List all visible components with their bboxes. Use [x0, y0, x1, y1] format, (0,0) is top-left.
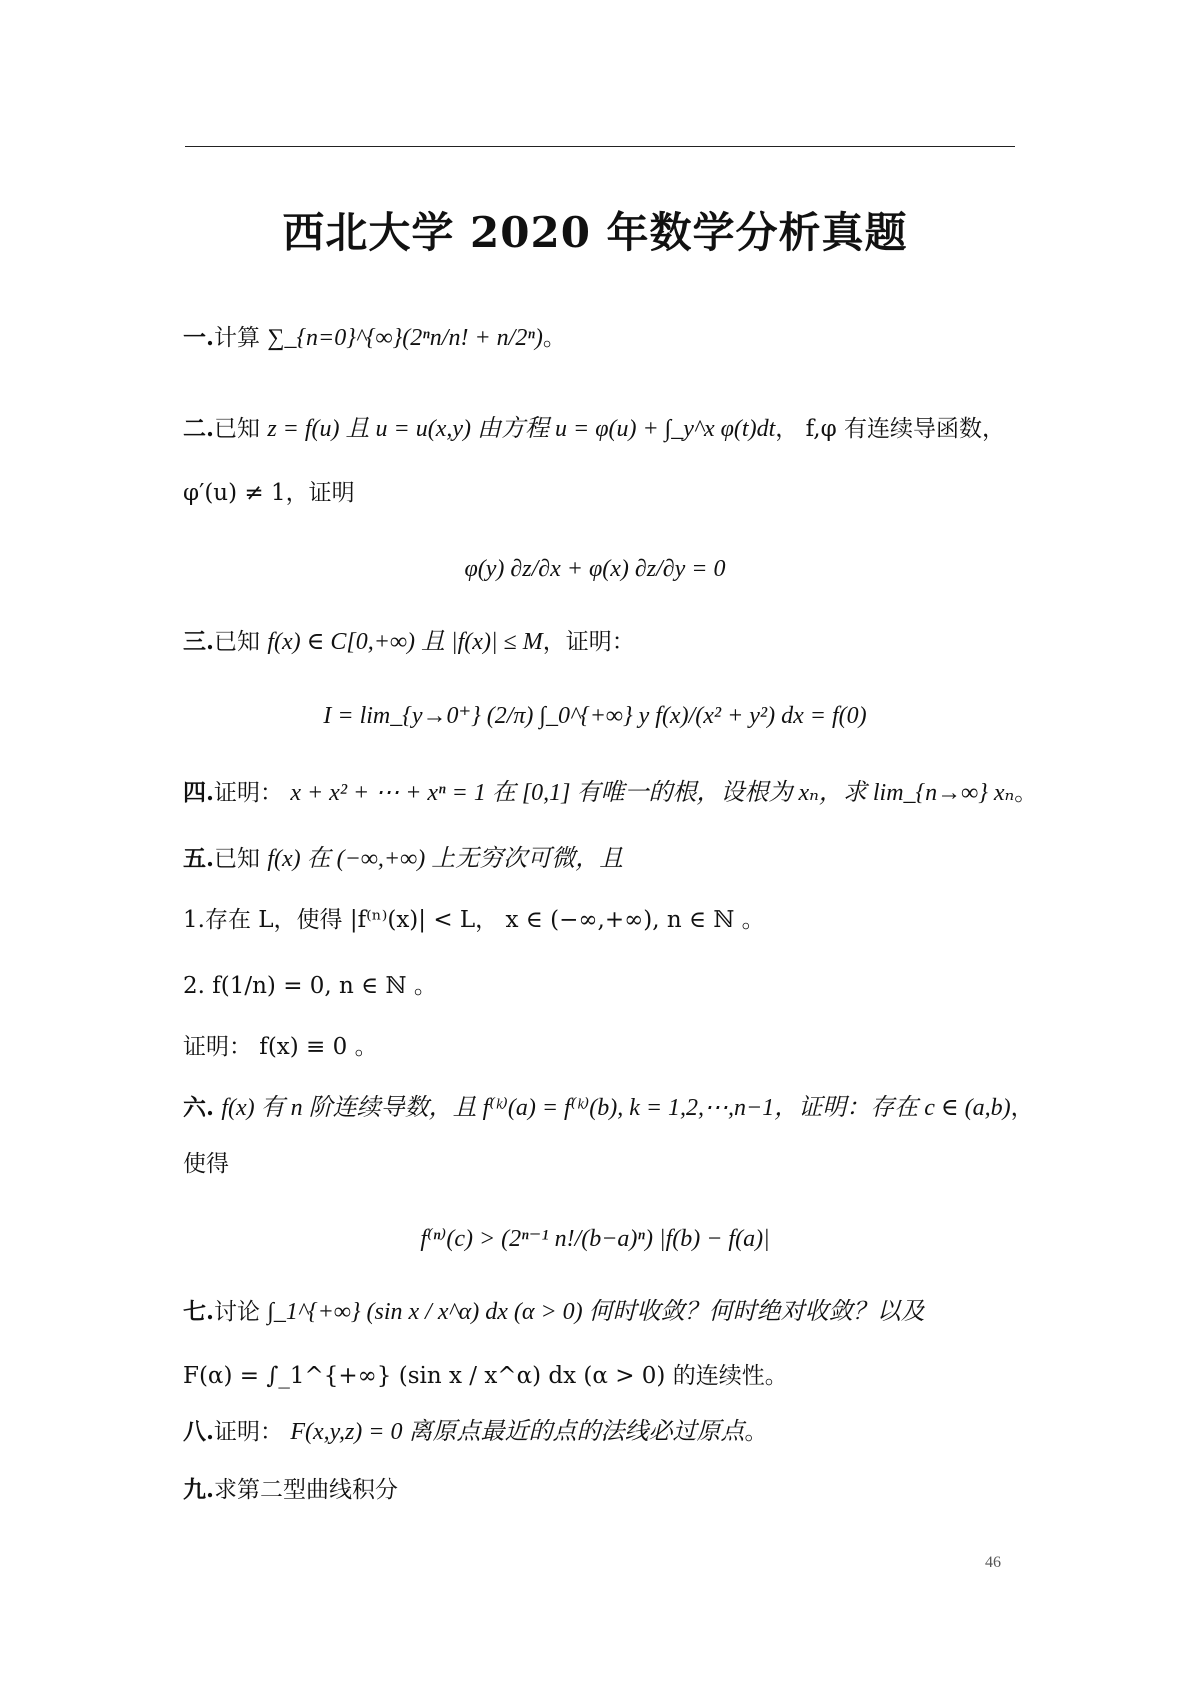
problem-4-math: x + x² + ⋯ + xⁿ = 1 在 [0,1] 有唯一的根，设根为 xₙ，求 lim_{n→∞} xₙ: [290, 780, 1015, 806]
problem-7: 七.讨论 ∫_1^{+∞} (sin x / x^α) dx (α > 0) 何时收敛？何时绝对收敛？以及: [183, 1298, 925, 1325]
problem-2-math: z = f(u) 且 u = u(x,y) 由方程 u = φ(u) + ∫_y^x φ(t)dt: [267, 416, 776, 442]
page-number: 46: [985, 1554, 1001, 1571]
problem-6-inequality: f⁽ⁿ⁾(c) > (2ⁿ⁻¹ n!/(b−a)ⁿ) |f(b) − f(a)|: [420, 1226, 770, 1252]
problem-7-math: ∫_1^{+∞} (sin x / x^α) dx (α > 0) 何时收敛？何时绝对收敛？以及: [267, 1299, 925, 1325]
problem-2-continued: φ′(u) ≠ 1，证明: [183, 480, 355, 506]
problem-8-math: F(x,y,z) = 0 离原点最近的点的法线必过原点: [290, 1419, 745, 1445]
problem-5-condition-1: 1.存在 L，使得 |f⁽ⁿ⁾(x)| < L， x ∈ (−∞,+∞), n ∈ ℕ 。: [183, 907, 765, 933]
problem-9: 九.求第二型曲线积分: [183, 1476, 399, 1503]
problem-6-math: f(x) 有 n 阶连续导数，且 f⁽ᵏ⁾(a) = f⁽ᵏ⁾(b), k = 1,2,⋯,n−1，证明：存在 c ∈ (a,b): [221, 1095, 1011, 1121]
problem-8: 八.证明： F(x,y,z) = 0 离原点最近的点的法线必过原点。: [183, 1418, 768, 1445]
problem-5: 五.已知 f(x) 在 (−∞,+∞) 上无穷次可微，且: [183, 845, 624, 872]
problem-2-equation: φ(y) ∂z/∂x + φ(x) ∂z/∂y = 0: [464, 556, 726, 582]
problem-2: 二.已知 z = f(u) 且 u = u(x,y) 由方程 u = φ(u) + ∫_y^x φ(t)dt， f,φ 有连续导函数，: [183, 415, 1005, 442]
header-rule: [185, 146, 1015, 147]
problem-7-continued: F(α) = ∫_1^{+∞} (sin x / x^α) dx (α > 0) 的连续性。: [183, 1363, 788, 1389]
problem-3: 三.已知 f(x) ∈ C[0,+∞) 且 |f(x)| ≤ M，证明：: [183, 628, 635, 655]
problem-1-math: ∑_{n=0}^{∞}(2ⁿn/n! + n/2ⁿ): [267, 325, 543, 351]
problem-1: 一.计算 ∑_{n=0}^{∞}(2ⁿn/n! + n/2ⁿ)。: [183, 324, 566, 351]
problem-5-claim: 证明： f(x) ≡ 0 。: [183, 1034, 378, 1060]
problem-4: 四.证明： x + x² + ⋯ + xⁿ = 1 在 [0,1] 有唯一的根，设根为 xₙ，求 lim_{n→∞} xₙ。: [183, 779, 1038, 806]
problem-5-condition-2: 2. f(1/n) = 0, n ∈ ℕ 。: [183, 973, 437, 999]
problem-6: 六. f(x) 有 n 阶连续导数，且 f⁽ᵏ⁾(a) = f⁽ᵏ⁾(b), k = 1,2,⋯,n−1，证明：存在 c ∈ (a,b)，: [183, 1094, 1034, 1121]
problem-3-math: f(x) ∈ C[0,+∞) 且 |f(x)| ≤ M: [267, 629, 543, 655]
problem-5-math: f(x) 在 (−∞,+∞) 上无穷次可微，且: [267, 846, 624, 872]
problem-3-equation: I = lim_{y→0⁺} (2/π) ∫_0^{+∞} y f(x)/(x² + y²) dx = f(0): [323, 703, 867, 729]
problem-6-continued: 使得: [183, 1151, 229, 1177]
page-title: 西北大学 2020 年数学分析真题: [282, 208, 908, 257]
